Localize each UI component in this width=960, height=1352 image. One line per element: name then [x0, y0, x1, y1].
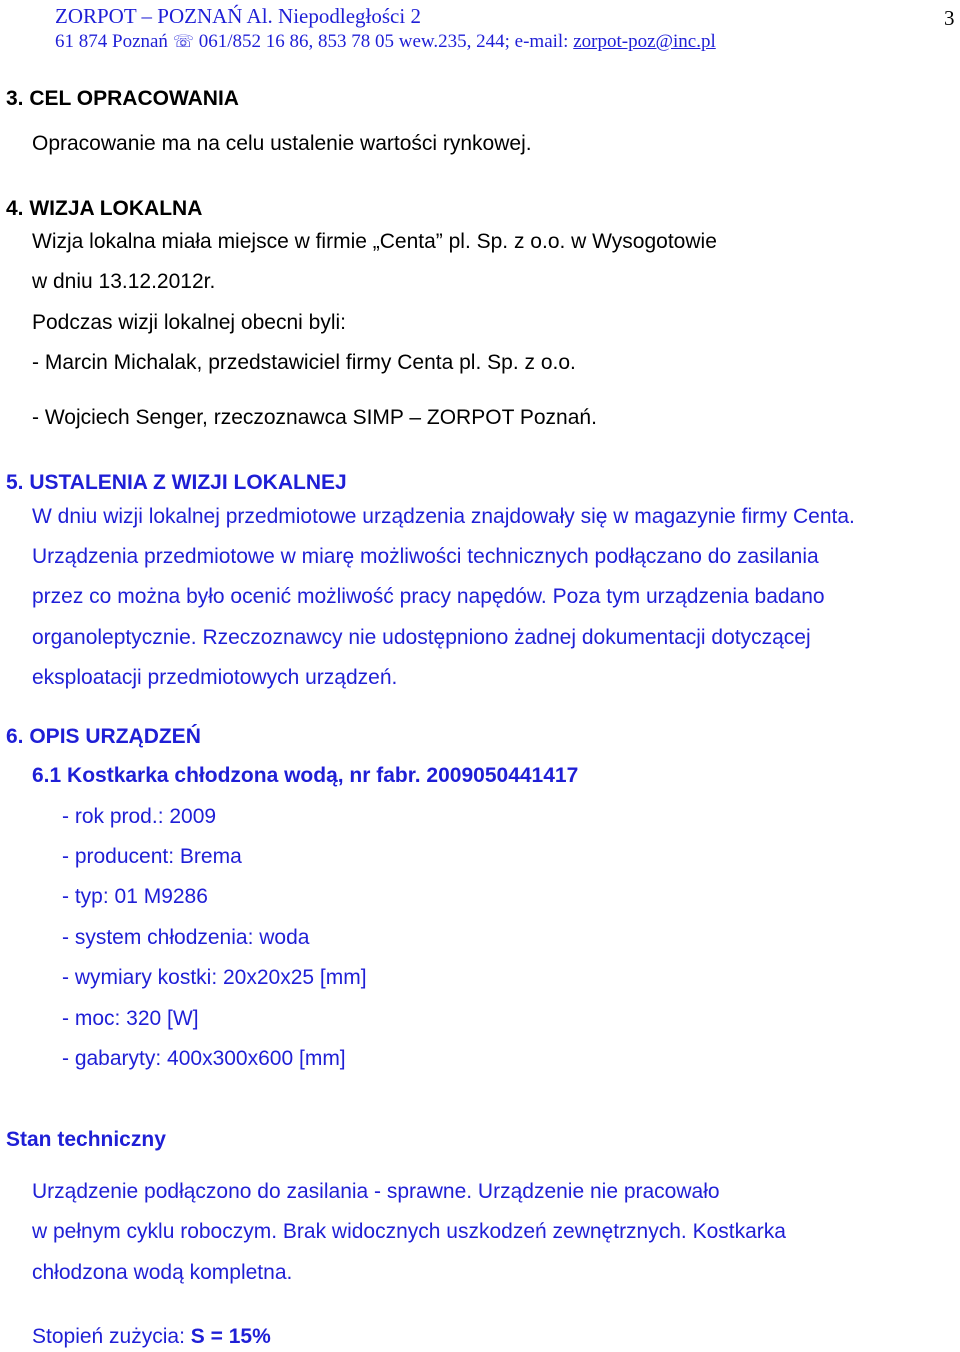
condition-line: Urządzenie podłączono do zasilania - sprawne. Urządzenie nie pracowało	[32, 1180, 720, 1203]
spec-item: - gabaryty: 400x300x600 [mm]	[62, 1047, 346, 1070]
section-4-line: - Wojciech Senger, rzeczoznawca SIMP – ZORPOT Poznań.	[32, 406, 597, 429]
condition-line: w pełnym cyklu roboczym. Brak widocznych uszkodzeń zewnętrznych. Kostkarka	[32, 1220, 786, 1243]
section-3-text: Opracowanie ma na celu ustalenie wartości rynkowej.	[32, 132, 532, 155]
spec-item: - system chłodzenia: woda	[62, 926, 310, 949]
spec-item: - producent: Brema	[62, 845, 242, 868]
section-5-line: Urządzenia przedmiotowe w miarę możliwości technicznych podłączano do zasilania	[32, 545, 819, 568]
section-5-line: eksploatacji przedmiotowych urządzeń.	[32, 666, 398, 689]
section-5-line: W dniu wizji lokalnej przedmiotowe urządzenia znajdowały się w magazynie firmy Centa.	[32, 505, 855, 528]
section-4-line: w dniu 13.12.2012r.	[32, 270, 216, 293]
wear-value: S = 15%	[190, 1325, 271, 1348]
section-5-line: organoleptycznie. Rzeczoznawcy nie udostępniono żadnej dokumentacji dotyczącej	[32, 626, 811, 649]
spec-item: - typ: 01 M9286	[62, 885, 208, 908]
telephone-icon: ☏	[172, 32, 194, 51]
letterhead-phones: 061/852 16 86, 853 78 05 wew.235, 244; e-mail:	[198, 31, 574, 52]
spec-item: - rok prod.: 2009	[62, 805, 217, 828]
letterhead-company: ZORPOT – POZNAŃ Al. Niepodległości 2	[55, 4, 421, 28]
section-3-heading: 3. CEL OPRACOWANIA	[6, 87, 239, 110]
letterhead-address: 61 874 Poznań	[55, 31, 168, 52]
section-5-line: przez co można było ocenić możliwość pracy napędów. Poza tym urządzenia badano	[32, 585, 825, 608]
section-5-heading: 5. USTALENIA Z WIZJI LOKALNEJ	[6, 471, 347, 494]
section-4-line: - Marcin Michalak, przedstawiciel firmy Centa pl. Sp. z o.o.	[32, 351, 576, 374]
section-4-line: Podczas wizji lokalnej obecni byli:	[32, 311, 346, 334]
section-6-heading: 6. OPIS URZĄDZEŃ	[6, 725, 201, 748]
condition-heading: Stan techniczny	[6, 1128, 166, 1151]
letterhead-contact	[55, 31, 716, 53]
condition-line: chłodzona wodą kompletna.	[32, 1261, 293, 1284]
spec-item: - wymiary kostki: 20x20x25 [mm]	[62, 966, 367, 989]
page-number: 3	[944, 6, 955, 30]
wear-level	[32, 1324, 271, 1350]
section-4-line: Wizja lokalna miała miejsce w firmie „Centa” pl. Sp. z o.o. w Wysogotowie	[32, 230, 717, 253]
section-6-1-subheading: 6.1 Kostkarka chłodzona wodą, nr fabr. 2009050441417	[32, 764, 579, 787]
spec-item: - moc: 320 [W]	[62, 1007, 199, 1030]
section-4-heading: 4. WIZJA LOKALNA	[6, 197, 203, 220]
wear-label: Stopień zużycia:	[32, 1325, 191, 1348]
email-link[interactable]: zorpot-poz@inc.pl	[573, 31, 716, 52]
